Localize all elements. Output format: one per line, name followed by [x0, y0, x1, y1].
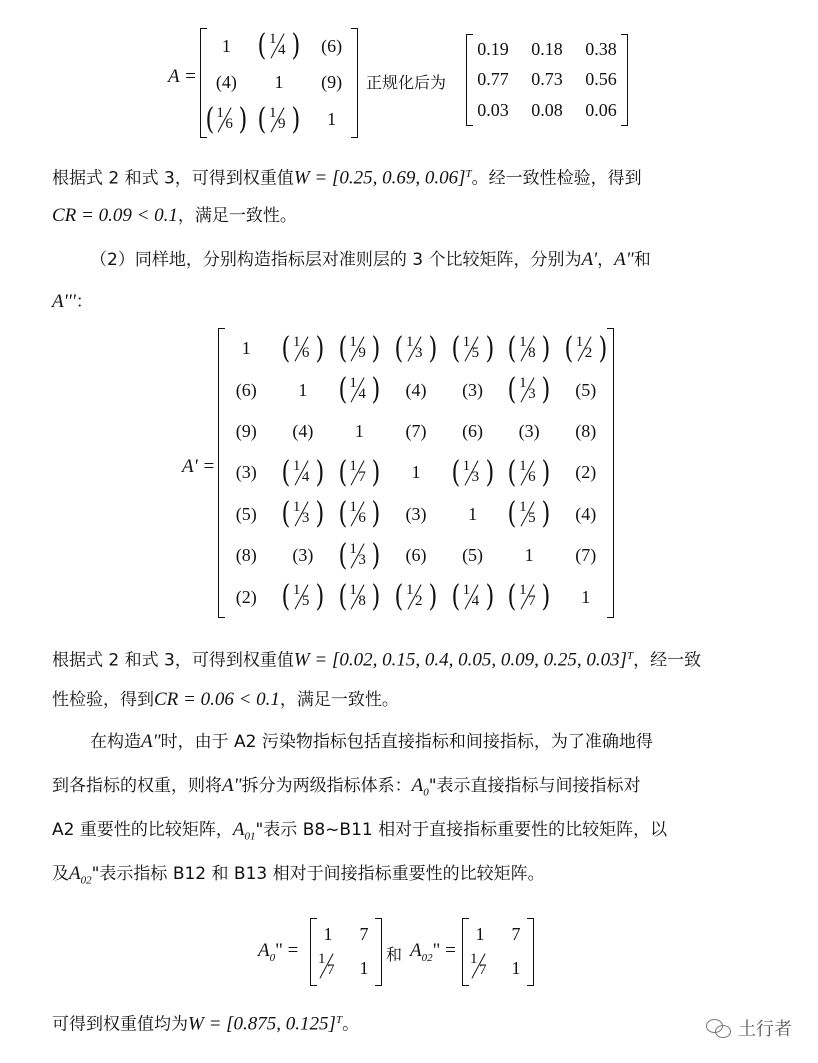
- bracket-right: [375, 918, 382, 986]
- matrix-cell: 1: [511, 958, 521, 978]
- matrix-cell: 7: [511, 924, 521, 944]
- matrix-cell: (6): [235, 379, 257, 400]
- paragraph-5-line-1: 可得到权重值均为W = [0.875, 0.125]$^T$。: [52, 1013, 360, 1035]
- matrix-cell: ( 1 2 ): [564, 330, 607, 366]
- matrix-cell: (7): [575, 545, 597, 566]
- matrix-cell: 0.77: [477, 69, 509, 90]
- matrix-cell: (8): [575, 421, 597, 442]
- matrix-cell: (3): [462, 379, 484, 400]
- matrix-a-prime-label: A' =: [182, 456, 216, 477]
- matrix-cell: (5): [575, 379, 597, 400]
- matrix-cell: ( 1 9 ): [338, 330, 381, 366]
- paragraph-1-line-1: 根据式 2 和式 3，可得到权重值W = [0.25, 0.69, 0.06]$^T$。经一致性检验，得到: [52, 167, 642, 189]
- matrix-cell: 1 7: [470, 951, 487, 978]
- paragraph-2-line-1: （2）同样地，分别构造指标层对准则层的 3 个比较矩阵，分别为A'，A"和: [90, 249, 651, 270]
- matrix-cell: ( 1 6 ): [281, 330, 325, 366]
- matrix-cell: 0.06: [585, 100, 617, 121]
- matrix-cell: 1: [274, 72, 284, 93]
- matrix-cell: ( 1 3 ): [451, 454, 494, 490]
- matrix-cell: (4): [292, 421, 314, 442]
- matrix-cell: ( 1 6 ): [507, 454, 551, 490]
- matrix-cell: 7: [359, 924, 369, 944]
- bracket-right: [351, 28, 358, 138]
- matrix-a0: [310, 918, 382, 986]
- bracket-left: [218, 328, 225, 618]
- matrix-cell: 1: [581, 586, 591, 607]
- matrix-cell: ( 1 3 ): [338, 537, 381, 573]
- matrix-cell: (5): [235, 503, 257, 524]
- matrix-cell: ( 1 6 ): [205, 101, 248, 137]
- matrix-cell: ( 1 3 ): [394, 330, 438, 366]
- matrix-cell: 1: [354, 421, 364, 442]
- matrix-cell: 0.56: [585, 69, 617, 90]
- paragraph-3-line-1: 根据式 2 和式 3，可得到权重值W = [0.02, 0.15, 0.4, 0.05, 0.09, 0.25, 0.03]$^T$，经一致: [52, 649, 702, 671]
- matrix-cell: 1: [221, 35, 231, 56]
- matrix-cell: ( 1 5 ): [451, 330, 494, 366]
- watermark: [706, 1015, 792, 1041]
- matrix-cell: (9): [321, 72, 343, 93]
- wechat-icon: [706, 1017, 732, 1039]
- matrix-cell: 0.19: [477, 38, 509, 59]
- bracket-right: [607, 328, 614, 618]
- matrix-cell: ( 1 4 ): [338, 372, 381, 408]
- bracket-right: [621, 34, 628, 126]
- matrix-cell: (4): [575, 503, 597, 524]
- matrix-cell: ( 1 4 ): [281, 454, 325, 490]
- normalized-text: 正规化后为: [366, 73, 447, 92]
- matrix-cell: 0.18: [531, 38, 563, 59]
- paragraph-4-line-2: 到各指标的权重，则将A"拆分为两级指标体系：$A_0$"表示直接指标与间接指标对: [52, 775, 641, 799]
- matrix-cell: ( 1 6 ): [338, 496, 381, 532]
- matrix-cell: 1: [359, 958, 369, 978]
- matrix-cell: (6): [321, 35, 343, 56]
- paragraph-2-line-2: A'''：: [52, 291, 93, 312]
- matrix-cell: (3): [292, 545, 314, 566]
- matrix-cell: ( 1 7 ): [507, 579, 551, 615]
- matrix-cell: ( 1 5 ): [281, 579, 325, 615]
- matrix-a: [200, 28, 358, 138]
- matrix-cell: ( 1 8 ): [507, 330, 551, 366]
- matrix-cell: (4): [215, 72, 237, 93]
- matrix-a-normalized: [466, 34, 628, 126]
- matrix-cell: ( 1 4 ): [257, 28, 301, 64]
- matrix-cell: ( 1 3 ): [281, 496, 325, 532]
- matrix-cell: (3): [235, 462, 257, 483]
- matrix-cell: (3): [518, 421, 540, 442]
- matrix-cell: 0.03: [477, 100, 509, 121]
- watermark-text: 土行者: [738, 1019, 792, 1040]
- matrix-cell: 1 7: [318, 951, 335, 978]
- matrix-cell: ( 1 9 ): [257, 101, 301, 137]
- matrix-cell: ( 1 2 ): [394, 579, 438, 615]
- paragraph-3-line-2: 性检验，得到CR = 0.06 < 0.1，满足一致性。: [52, 689, 399, 710]
- paragraph-4-line-4: 及$A_{02}$"表示指标 B12 和 B13 相对于间接指标重要性的比较矩阵。: [52, 863, 545, 887]
- matrix-a0-label: $A_0$" =: [258, 940, 299, 964]
- bracket-left: [466, 34, 473, 126]
- matrix-cell: ( 1 4 ): [451, 579, 494, 615]
- paragraph-1-line-2: CR = 0.09 < 0.1，满足一致性。: [52, 205, 297, 226]
- matrix-cell: (7): [405, 421, 427, 442]
- matrix-cell: ( 1 7 ): [338, 454, 381, 490]
- matrix-a-label: A =: [168, 66, 197, 87]
- matrix-cell: ( 1 3 ): [507, 372, 551, 408]
- matrix-cell: (8): [235, 545, 257, 566]
- matrix-cell: 1: [298, 379, 308, 400]
- matrix-a-prime: [218, 328, 614, 618]
- matrix-cell: (4): [405, 379, 427, 400]
- matrix-cell: 1: [468, 503, 478, 524]
- matrix-cell: 1: [323, 924, 333, 944]
- matrix-cell: 1: [411, 462, 421, 483]
- paragraph-4-line-1: 在构造A"时，由于 A2 污染物指标包括直接指标和间接指标，为了准确地得: [90, 731, 653, 752]
- matrix-cell: 1: [327, 109, 337, 130]
- matrix-cell: 1: [475, 924, 485, 944]
- matrix-cell: (2): [235, 586, 257, 607]
- matrix-cell: 1: [524, 545, 534, 566]
- matrix-cell: ( 1 8 ): [338, 579, 381, 615]
- matrix-cell: ( 1 5 ): [507, 496, 551, 532]
- matrix-a02: [462, 918, 534, 986]
- matrix-cell: (5): [462, 545, 484, 566]
- and-text: 和: [386, 945, 403, 964]
- bracket-left: [462, 918, 469, 986]
- matrix-cell: 0.38: [585, 38, 617, 59]
- matrix-cell: 0.08: [531, 100, 563, 121]
- paragraph-4-line-3: A2 重要性的比较矩阵，$A_{01}$"表示 B8~B11 相对于直接指标重要性的比较矩阵，以: [52, 819, 668, 843]
- matrix-cell: (6): [405, 545, 427, 566]
- matrix-cell: (2): [575, 462, 597, 483]
- matrix-cell: 1: [241, 338, 251, 359]
- bracket-left: [310, 918, 317, 986]
- matrix-a02-label: $A_{02}$" =: [410, 940, 456, 964]
- matrix-cell: 0.73: [531, 69, 563, 90]
- matrix-cell: (9): [235, 421, 257, 442]
- matrix-cell: (6): [462, 421, 484, 442]
- bracket-right: [527, 918, 534, 986]
- matrix-cell: (3): [405, 503, 427, 524]
